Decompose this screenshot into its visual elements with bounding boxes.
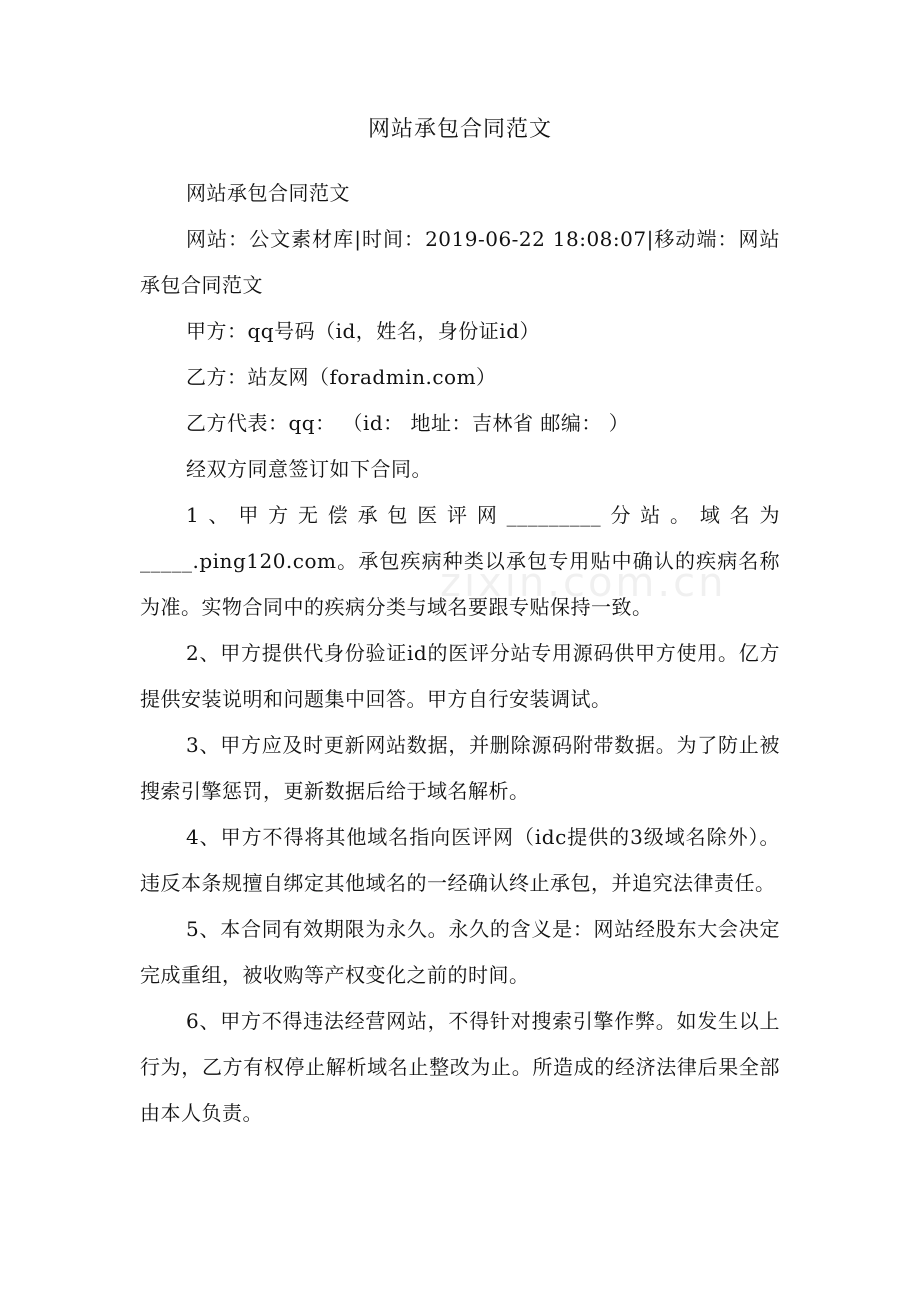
meta-site: 网站：公文素材库 xyxy=(186,227,355,251)
clause-6: 6、甲方不得违法经营网站，不得针对搜索引擎作弊。如发生以上行为，乙方有权停止解析域名止整改为止。所造成的经济法律后果全部由本人负责。 xyxy=(140,1009,780,1125)
party-b-rep-paragraph: 乙方代表：qq： （id： 地址：吉林省 邮编： ） xyxy=(186,411,630,435)
party-b-paragraph: 乙方：站友网（foradmin.com） xyxy=(186,365,497,389)
meta-separator: | xyxy=(646,227,654,251)
heading-paragraph: 网站承包合同范文 xyxy=(186,181,350,205)
party-a-paragraph: 甲方：qq号码（id，姓名，身份证id） xyxy=(186,319,541,343)
meta-paragraph xyxy=(140,216,780,308)
clause-3: 3、甲方应及时更新网站数据，并删除源码附带数据。为了防止被搜索引擎惩罚，更新数据后给于域名解析。 xyxy=(140,733,780,803)
document-body xyxy=(140,170,780,1136)
clause-1: 1、甲方无偿承包医评网_________分站。域名为_____.ping120.com。承包疾病种类以承包专用贴中确认的疾病名称为准。实物合同中的疾病分类与域名要跟专贴保持一致。 xyxy=(140,503,780,619)
meta-mobile: 移动端：网站承包合同范文 xyxy=(140,227,781,297)
clause-4: 4、甲方不得将其他域名指向医评网（idc提供的3级域名除外）。违反本条规擅自绑定其他域名的一经确认终止承包，并追究法律责任。 xyxy=(140,825,780,895)
intro-paragraph: 经双方同意签订如下合同。 xyxy=(186,457,432,481)
meta-time: 时间：2019-06-22 18:08:07 xyxy=(361,227,647,251)
document-title: 网站承包合同范文 xyxy=(367,117,552,142)
clause-5: 5、本合同有效期限为永久。永久的含义是：网站经股东大会决定完成重组，被收购等产权变化之前的时间。 xyxy=(140,917,780,987)
watermark-text: zixin.com.cn xyxy=(440,560,727,606)
meta-separator: | xyxy=(354,227,362,251)
clause-2: 2、甲方提供代身份验证id的医评分站专用源码供甲方使用。亿方提供安装说明和问题集中回答。甲方自行安装调试。 xyxy=(140,641,780,711)
